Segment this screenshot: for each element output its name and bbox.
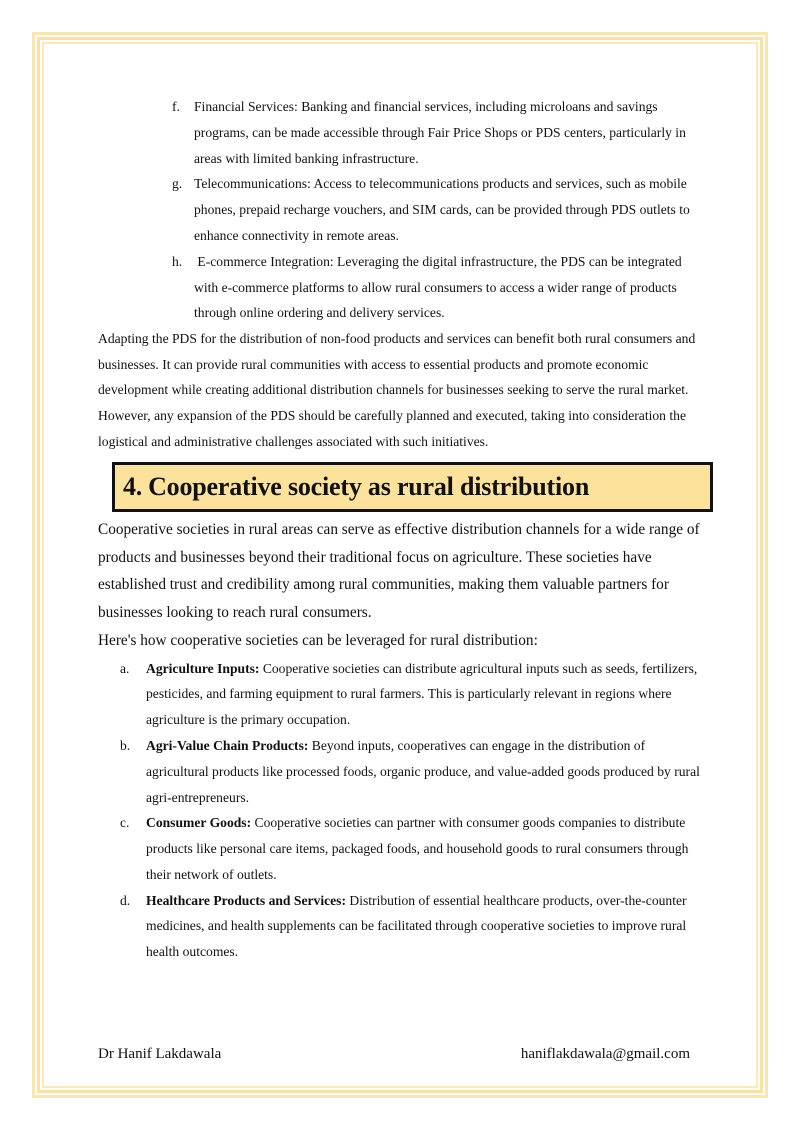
list-item-label: Agriculture Inputs: bbox=[146, 660, 260, 676]
section-intro: Cooperative societies in rural areas can serve as effective distribution channels for a wide range of products and businesses beyond their traditional focus on agriculture. These societies have established trust and credibility among rural communities, making them valuable partners for businesses looking to reach rural consumers. bbox=[98, 521, 700, 621]
list-item-label: Agri-Value Chain Products: bbox=[146, 737, 309, 753]
list-marker: d. bbox=[120, 892, 131, 908]
list-item-text: Financial Services: Banking and financial services, including microloans and savings programs, can be made accessible through Fair Price Shops or PDS centers, particularly in areas with limited banking infrastructure. bbox=[194, 99, 686, 166]
list-item bbox=[98, 888, 703, 965]
list-item-text: Telecommunications: Access to telecommunications products and services, such as mobile phones, prepaid recharge vouchers, and SIM cards, can be provided through PDS outlets to enhance connectivity in remote areas. bbox=[194, 176, 690, 243]
continued-list bbox=[98, 94, 703, 326]
list-marker: c. bbox=[120, 815, 130, 831]
section-number: 4. bbox=[123, 472, 143, 502]
section-title: Cooperative society as rural distribution bbox=[148, 472, 590, 502]
list-item-label: Healthcare Products and Services: bbox=[146, 892, 346, 908]
list-item bbox=[98, 656, 703, 733]
list-marker: h. bbox=[172, 253, 183, 269]
list-marker: a. bbox=[120, 660, 130, 676]
cooperative-list bbox=[98, 656, 703, 966]
list-item bbox=[98, 249, 703, 326]
section-heading bbox=[123, 472, 589, 502]
list-item-text: Cooperative societies can distribute agricultural inputs such as seeds, fertilizers, pesticides, and farming equipment to rural farmers. This is particularly relevant in regions where agriculture is the primary occupation. bbox=[146, 660, 698, 728]
list-item bbox=[98, 733, 703, 810]
list-marker: b. bbox=[120, 737, 131, 753]
page-footer bbox=[98, 1046, 690, 1063]
list-item bbox=[98, 94, 703, 171]
list-item-text: E-commerce Integration: Leveraging the digital infrastructure, the PDS can be integrated with e-commerce platforms to allow rural consumers to access a wider range of products through online ordering and delivery services. bbox=[194, 253, 686, 321]
footer-author: Dr Hanif Lakdawala bbox=[98, 1046, 222, 1062]
section-lead-in: Here's how cooperative societies can be leveraged for rural distribution: bbox=[98, 631, 538, 649]
list-item-text: Distribution of essential healthcare products, over-the-counter medicines, and health supplements can be facilitated through cooperative societies to improve rural health outcomes. bbox=[146, 892, 687, 960]
page-content bbox=[98, 94, 703, 965]
section-heading-box bbox=[112, 462, 713, 512]
list-marker: g. bbox=[172, 176, 183, 192]
list-item bbox=[98, 171, 703, 248]
list-item bbox=[98, 810, 703, 887]
list-item-text: Beyond inputs, cooperatives can engage in the distribution of agricultural products like processed foods, organic produce, and value-added goods produced by rural agri-entrepreneurs. bbox=[146, 737, 700, 805]
summary-paragraph: Adapting the PDS for the distribution of non-food products and services can benefit both rural consumers and businesses. It can provide rural communities with access to essential products and promote economic development while creating additional distribution channels for businesses seeking to serve the rural market. However, any expansion of the PDS should be carefully planned and executed, taking into consideration the logistical and administrative challenges associated with such initiatives. bbox=[98, 331, 696, 449]
footer-email: haniflakdawala@gmail.com bbox=[520, 1046, 690, 1062]
list-item-text: Cooperative societies can partner with consumer goods companies to distribute products like personal care items, packaged foods, and household goods to rural consumers through their network of outlets. bbox=[146, 815, 689, 882]
list-marker: f. bbox=[172, 99, 180, 114]
list-item-label: Consumer Goods: bbox=[146, 815, 252, 831]
